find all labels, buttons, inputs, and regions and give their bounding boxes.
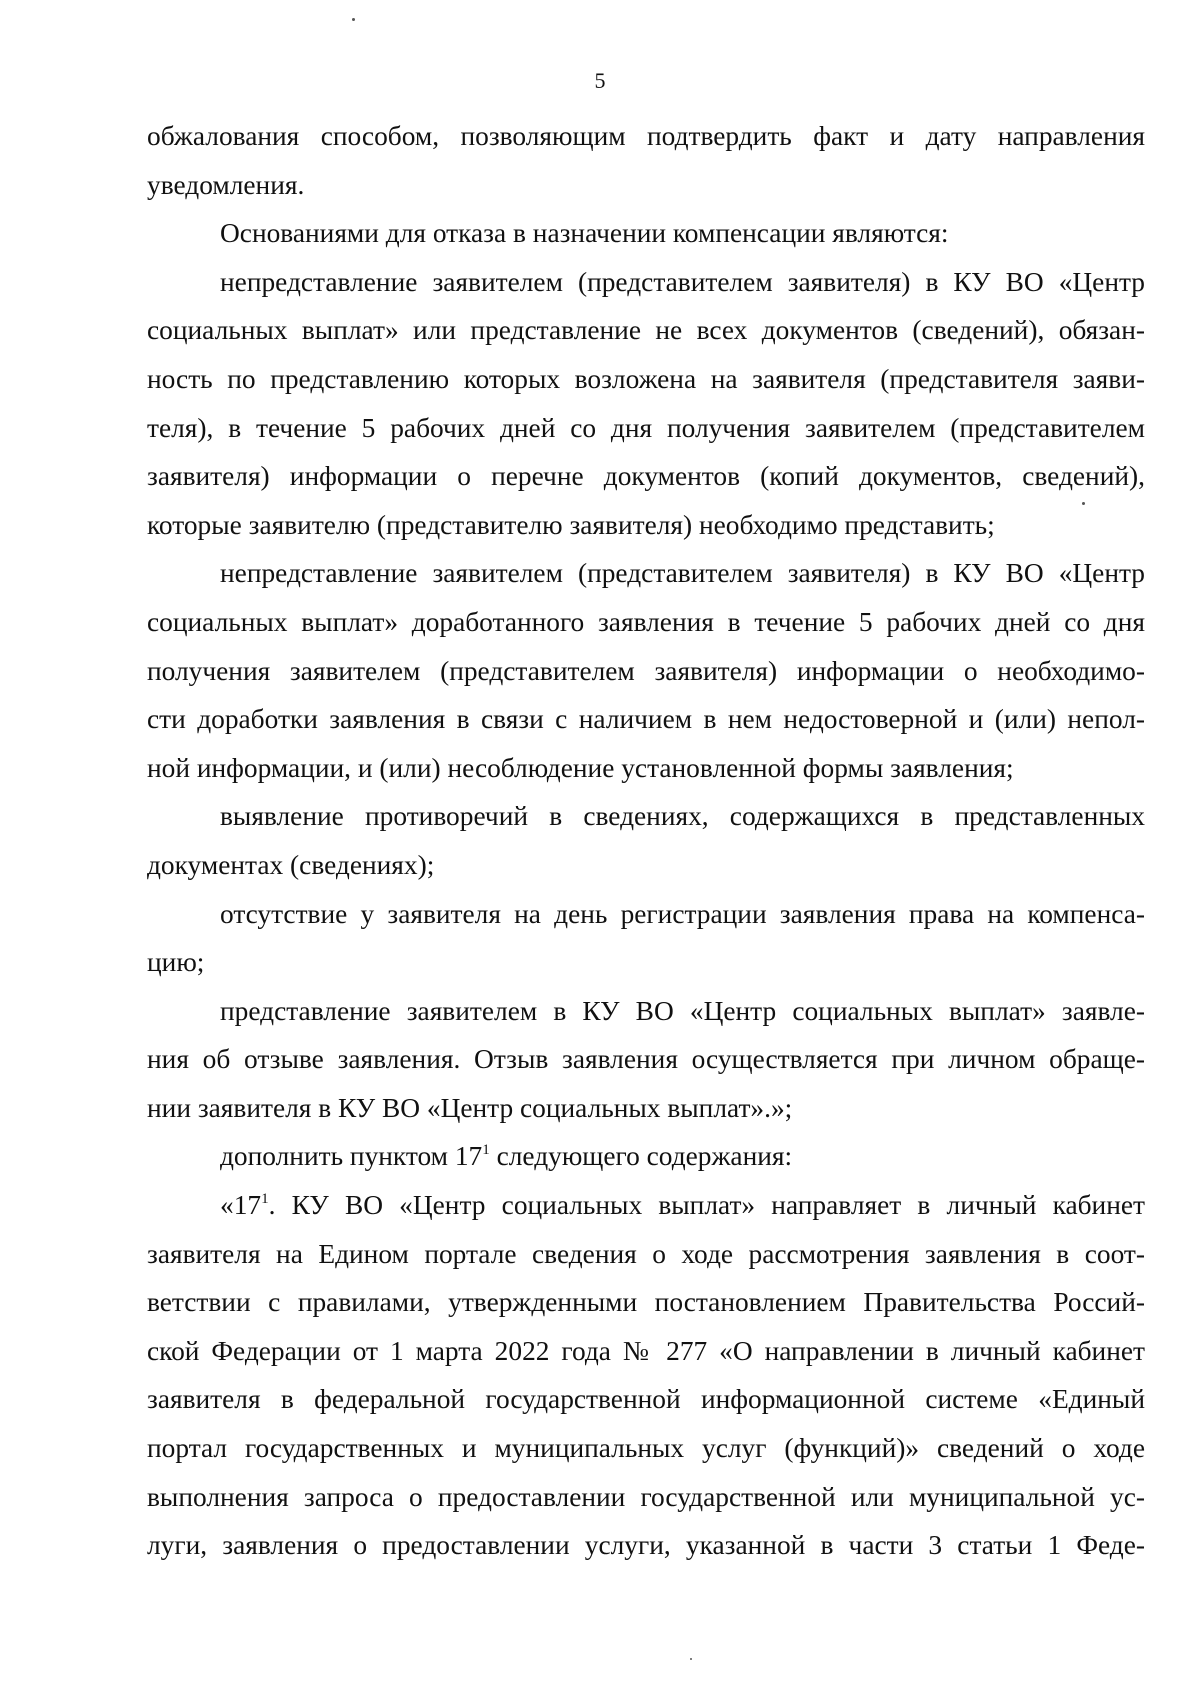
text-line: ветствии с правилами, утвержденными постановлением Правительства Россий- — [147, 1287, 1145, 1318]
text-line: выполнения запроса о предоставлении государственной или муниципальной ус- — [147, 1481, 1145, 1512]
scan-speck — [690, 1658, 692, 1660]
text-line: ской Федерации от 1 марта 2022 года № 277 «О направлении в личный кабинет — [147, 1335, 1145, 1366]
scan-speck — [352, 18, 355, 21]
text-line: теля), в течение 5 рабочих дней со дня получения заявителем (представителем — [147, 412, 1145, 443]
text-line: документах (сведениях); — [147, 849, 435, 880]
text-fragment: дополнить пунктом 17 — [220, 1141, 483, 1172]
text-line: нии заявителя в КУ ВО «Центр социальных выплат».»; — [147, 1092, 793, 1123]
text-line: ность по представлению которых возложена на заявителя (представителя заяви- — [147, 363, 1145, 394]
text-line: непредставление заявителем (представителем заявителя) в КУ ВО «Центр — [220, 266, 1145, 297]
text-line: получения заявителем (представителем заявителя) информации о необходимо- — [147, 655, 1145, 686]
superscript: 1 — [482, 1142, 490, 1159]
text-line: заявителя в федеральной государственной информационной системе «Единый — [147, 1384, 1145, 1415]
text-line: отсутствие у заявителя на день регистрации заявления права на компенса- — [220, 898, 1145, 929]
text-line: ния об отзыве заявления. Отзыв заявления осуществляется при личном обраще- — [147, 1044, 1145, 1075]
text-line — [147, 1181, 1145, 1230]
text-line: представление заявителем в КУ ВО «Центр социальных выплат» заявле- — [220, 995, 1145, 1026]
text-fragment: . КУ ВО «Центр социальных выплат» направляет в личный кабинет — [268, 1190, 1145, 1221]
text-line: сти доработки заявления в связи с наличием в нем недостоверной и (или) непол- — [147, 704, 1145, 735]
text-line: луги, заявления о предоставлении услуги, указанной в части 3 статьи 1 Феде- — [147, 1530, 1145, 1561]
page-number: 5 — [594, 68, 606, 93]
text-line: цию; — [147, 947, 205, 978]
document-body — [147, 112, 1145, 1570]
text-line: заявителя) информации о перечне документов (копий документов, сведений), — [147, 461, 1145, 492]
text-line: которые заявителю (представителю заявителя) необходимо представить; — [147, 509, 995, 540]
text-line: непредставление заявителем (представителем заявителя) в КУ ВО «Центр — [220, 558, 1145, 589]
text-line: обжалования способом, позволяющим подтвердить факт и дату направления — [147, 121, 1145, 151]
text-fragment: следующего содержания: — [489, 1141, 793, 1172]
text-fragment: «17 — [220, 1190, 262, 1221]
text-line: Основаниями для отказа в назначении компенсации являются: — [220, 218, 949, 249]
text-line: ной информации, и (или) несоблюдение установленной формы заявления; — [147, 752, 1014, 783]
text-line: выявление противоречий в сведениях, содержащихся в представленных — [220, 801, 1145, 832]
text-line: социальных выплат» или представление не всех документов (сведений), обязан- — [147, 315, 1145, 346]
text-line: социальных выплат» доработанного заявления в течение 5 рабочих дней со дня — [147, 606, 1145, 637]
text-line: портал государственных и муниципальных услуг (функций)» сведений о ходе — [147, 1433, 1145, 1464]
text-line: уведомления. — [147, 169, 305, 200]
text-line — [147, 1132, 1145, 1181]
text-line: заявителя на Едином портале сведения о ходе рассмотрения заявления в соот- — [147, 1238, 1145, 1269]
superscript: 1 — [261, 1190, 269, 1207]
